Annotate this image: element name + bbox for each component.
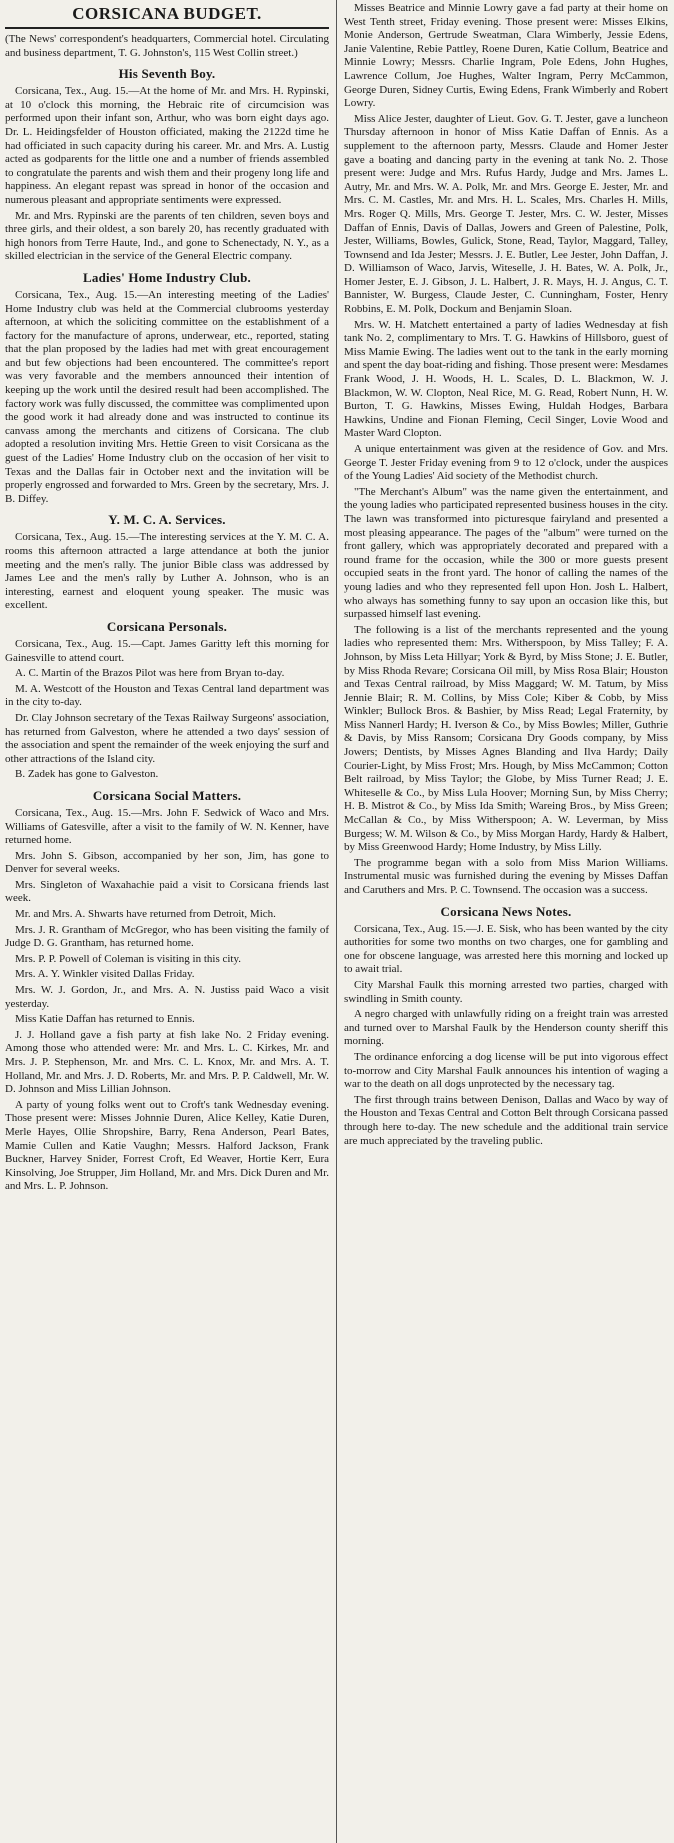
article-paragraph: The programme began with a solo from Miss Marion Williams. Instrumental music was furnished during the evening by Misses Daffan and Caruthers and Mrs. P. C. Townsend. The occasion was a success. bbox=[344, 856, 668, 896]
article-paragraph: Mrs. P. P. Powell of Coleman is visiting in this city. bbox=[15, 952, 242, 965]
right-column bbox=[341, 0, 671, 1843]
masthead: CORSICANA BUDGET. bbox=[5, 4, 329, 29]
article-paragraph: J. J. Holland gave a fish party at fish lake No. 2 Friday evening. Among those who attended were: Mr. and Mrs. L. C. Kirkes, Mr. and Mrs. J. P. Stephenson, Mr. and Mrs. C. L. Knox, Mr. and Mrs. A. T. Holland, Mr. and Mrs. J. D. Roberts, Mr. and Mrs. P. P. Caldwell, Mr. W. D. Johnson and Miss Lillian Johnson. bbox=[5, 1028, 329, 1096]
article-paragraph: Corsicana, Tex., Aug. 15.—At the home of Mr. and Mrs. H. Rypinski, at 10 o'clock this morning, the Hebraic rite of circumcision was performed upon their infant son, Arthur, who was born eight days ago. Dr. L. Heidingsfelder of Houston officiated, making the 2122d time he had officiated in such capacity during his career. Mr. and Mrs. A. Lustig acted as godparents for the little one and a number of friends assembled to congratulate the parents and wish them and their progeny long life and happiness. An elegant repast was spread in honor of the occasion and numerous pleasant and appropriate sentiments were expressed. bbox=[5, 85, 329, 206]
article-paragraph: A. C. Martin of the Brazos Pilot was here from Bryan to-day. bbox=[15, 667, 285, 680]
article-heading: His Seventh Boy. bbox=[118, 66, 216, 82]
article-paragraph: Mrs. W. H. Matchett entertained a party of ladies Wednesday at fish tank No. 2, complimentary to Mrs. T. G. Hawkins of Hillsboro, guest of Miss Mamie Ewing. The ladies went out to the tank in the early morning and spent the day boat-riding and fishing. Those present were: Mesdames Frank Wood, J. H. Woods, H. L. Scales, D. L. Blackmon, W. J. Blackmon, W. W. Clopton, Neal Rice, M. G. Read, Robert Nunn, H. W. Burton, T. G. Hawkins, Misses Ewing, Huldah Hodges, Barbara Hawkins, Undine and Fionan Fleming, Cecil Singer, Lovie Wood and Master Ward Clopton. bbox=[344, 318, 668, 440]
article-paragraph: A party of young folks went out to Croft's tank Wednesday evening. Those present were: Misses Johnnie Duren, Alice Kelley, Katie Duren, Merle Hayes, Ollie Shropshire, Barry, Rena Anderson, Pearl Bates, Mamie Cullen and Katie Vaughn; Messrs. Halford Jackson, Frank Buckner, Harvey Snider, Forrest Croft, Ed Weaver, Hortie Kerr, Eura Kinsolving, Joe Strupper, Jim Holland, Mr. and Mrs. Dick Duren and Mr. and Mrs. L. P. Johnson. bbox=[5, 1098, 329, 1193]
correspondent-notice: (The News' correspondent's headquarters, Commercial hotel. Circulating and business department, T. G. Johnston's, 115 West Collin street.) bbox=[5, 33, 329, 59]
article-paragraph: Miss Alice Jester, daughter of Lieut. Gov. G. T. Jester, gave a luncheon Thursday afternoon in honor of Miss Katie Daffan of Ennis. As a supplement to the afternoon party, Messrs. Claude and Homer Jester gave a boating and dancing party in the evening at tank No. 2. Those present were: Judge and Mrs. Rufus Hardy, Judge and Mrs. James L. Autry, Mr. and Mrs. W. A. Polk, Mr. and Mrs. George E. Jester, Mr. and Mrs. C. M. Castles, Mr. and Mrs. H. L. Scales, Mrs. Charles H. Mills, Mrs. Roger Q. Mills, Mrs. George T. Jester, Mrs. C. W. Jester, Misses Daffan of Ennis, Davis of Dallas, Jowers and Green of Palestine, Polk, Jester, Williams, Bowles, Gulick, Stone, Read, Taylor, Maggard, Talley, Townsend and Ida Jester; Messrs. J. E. Butler, Lee Jester, John Daffan, J. D. Williamson of Waco, Jarvis, Witeselle, J. H. Bates, W. A. Polk, Jr., Homer Jester, E. J. Gibson, J. L. Halbert, J. R. Mays, H. J. Angus, C. T. Bannister, W. Burgess, Claude Jester, C. Cunningham, Foster, Henry Robbins, E. M. Polk, Dockum and Benjamin Sloan. bbox=[344, 112, 668, 316]
article-paragraph: The first through trains between Denison, Dallas and Waco by way of the Houston and Texas Central and Cotton Belt through Corsicana passed through here to-day. The new schedule and the additional train service are much appreciated by the traveling public. bbox=[344, 1093, 668, 1147]
article-heading: Corsicana Social Matters. bbox=[92, 787, 242, 803]
article-paragraph: M. A. Westcott of the Houston and Texas Central land department was in the city to-day. bbox=[5, 682, 329, 709]
article-heading: Corsicana Personals. bbox=[106, 618, 228, 634]
article-paragraph: A unique entertainment was given at the residence of Gov. and Mrs. George T. Jester Friday evening from 9 to 12 o'clock, under the auspices of the Young Ladies' Aid society of the Methodist church. bbox=[344, 443, 668, 483]
article-paragraph: Mrs. W. J. Gordon, Jr., and Mrs. A. N. Justiss paid Waco a visit yesterday. bbox=[5, 984, 329, 1010]
article-paragraph: B. Zadek has gone to Galveston. bbox=[15, 768, 159, 781]
article-heading: Corsicana News Notes. bbox=[440, 903, 572, 919]
article-paragraph: Mrs. J. R. Grantham of McGregor, who has been visiting the family of Judge D. G. Grantham, has returned home. bbox=[5, 923, 329, 950]
article-paragraph: Miss Katie Daffan has returned to Ennis. bbox=[15, 1013, 195, 1026]
article-paragraph: Misses Beatrice and Minnie Lowry gave a fad party at their home on West Tenth street, Friday evening. Those present were: Misses Elkins, Monie Anderson, Gertrude Sweatman, Clara Wimberly, Jessie Edens, Janie Valentine, Rebie Pattley, Roene Duren, Katie Collum, Beatrice and Minnie Lowry; Messrs. Charlie Ingram, Pole Edens, John Hughes, Lawrence Collum, Joe Hughes, Walter Ingram, Perry McCammon, George Duren, Sidney Curtis, Ewing Edens, Frank Wimberly and Robert Lowry. bbox=[344, 2, 668, 110]
article-paragraph: A negro charged with unlawfully riding on a freight train was arrested and turned over to Marshal Faulk by the Henderson county sheriff this morning. bbox=[344, 1008, 668, 1048]
article-paragraph: Mr. and Mrs. A. Shwarts have returned from Detroit, Mich. bbox=[15, 908, 276, 921]
article-paragraph: "The Merchant's Album" was the name given the entertainment, and the young ladies who participated represented business houses in the city. The lawn was transformed into picturesque fairyland and presented a most pleasing appearance. The pages of the "album" were turned on the front gallery, which was appropriately decorated and prepared with a round frame for the occasion, while the 300 or more guests present occupied seats in the front yard. The honor of calling the names of the young ladies and who they represented fell upon Hon. Josh L. Halbert, who always has something funny to say upon an occasion like this, but surpassed himself last evening. bbox=[344, 485, 668, 621]
article-paragraph: Mrs. A. Y. Winkler visited Dallas Friday. bbox=[15, 968, 195, 981]
article-paragraph: Corsicana, Tex., Aug. 15.—J. E. Sisk, who has been wanted by the city authorities for some two months on two charges, one for gambling and one for obscene language, was arrested here this morning and locked up to await trial. bbox=[344, 922, 668, 976]
article-paragraph: City Marshal Faulk this morning arrested two parties, charged with swindling in Smith county. bbox=[344, 978, 668, 1005]
column-rule bbox=[336, 0, 337, 1843]
article-heading: Y. M. C. A. Services. bbox=[108, 512, 226, 528]
article-paragraph: Mrs. John S. Gibson, accompanied by her son, Jim, has gone to Denver for several weeks. bbox=[5, 849, 329, 876]
article-heading: Ladies' Home Industry Club. bbox=[83, 269, 251, 285]
article-paragraph: The ordinance enforcing a dog license will be put into vigorous effect to-morrow and City Marshal Faulk announces his intention of waging a war to the death on all dogs unprotected by the necessary tag. bbox=[344, 1050, 668, 1091]
article-paragraph: The following is a list of the merchants represented and the young ladies who represented them: Mrs. Witherspoon, by Miss Talley; F. A. Johnson, by Miss Leta Hillyar; York & Byrd, by Miss Stone; J. E. Butler, by Miss Rhoda Revare; Corsicana Oil mill, by Miss Rosa Blair; Houston and Texas Central railroad, by Miss Maggard; W. M. Tatum, by Miss Jennie Blair; R. M. Collins, by Miss Cole; Kiber & Cobb, by Miss Winkler; Bullock Bros. & Bashier, by Miss Read; Legal Fraternity, by Miss Nannerl Hardy; H. Iverson & Co., by Miss Bowles; Miller, Guthrie & Davis, by Miss Ransom; Corsicana Dry Goods company, by Miss Jowers; Dentists, by Misses Agnes Blanding and Ilva Hardy; Daily Courier-Light, by Miss Frost; Mrs. Hough, by Miss McCammon; Cotton Belt railroad, by Miss Taylor; the Globe, by Miss Turner Read; J. E. Whiteselle & Co., by Miss Lula Hoover; Morning Sun, by Miss Cherry; H. B. Mistrot & Co., by Miss Ida Smith; Wareing Bros., by Miss Green; McCallan & Co., by Miss Witherspoon; A. W. Leverman, by Miss Burgess; W. M. Wilson & Co., by Miss Morgan Hardy, Hardy & Halbert, by Miss Greenwood Hardy; Home Industry, by Miss Lilly. bbox=[344, 623, 668, 854]
article-paragraph: Mr. and Mrs. Rypinski are the parents of ten children, seven boys and three girls, and their oldest, a son barely 20, has recently graduated with high honors from Terre Haute, Ind., and gone to Schenectady, N. Y., as a skilled electrician in the service of the General Electric company. bbox=[5, 209, 329, 263]
article-paragraph: Mrs. Singleton of Waxahachie paid a visit to Corsicana friends last week. bbox=[5, 878, 329, 905]
article-paragraph: Corsicana, Tex., Aug. 15.—The interesting services at the Y. M. C. A. rooms this afternoon attracted a large attendance at both the junior meeting and the men's rally. The junior Bible class was addressed by James Lee and the men's rally by Luther A. Johnson, who is an interesting, earnest and eloquent young speaker. The music was excellent. bbox=[5, 531, 329, 612]
left-column bbox=[2, 0, 332, 1843]
article-paragraph: Corsicana, Tex., Aug. 15.—Mrs. John F. Sedwick of Waco and Mrs. Williams of Gatesville, after a visit to the family of W. N. Kenner, have returned home. bbox=[5, 806, 329, 847]
article-paragraph: Corsicana, Tex., Aug. 15.—An interesting meeting of the Ladies' Home Industry club was held at the Commercial clubrooms yesterday afternoon, at which the soliciting committee on the establishment of a factory for the manufacture of aprons, underwear, etc., reported, stating that the plan proposed by the ladies had met with great encouragement and but few objections had been encountered. The committee's report was very favorable and the members announced their intention of keeping up the work until the desired result had been accomplished. The factory work was fully discussed, the committee was complimented upon the good work it had already done and was instructed to continue its canvass among the merchants and citizens of Corsicana. The club adopted a resolution inviting Mrs. Hettie Green to visit Corsicana as the guest of the Ladies' Home Industry club on the occasion of her visit to Texas and the Dallas fair in October next and the invitation will be properly engrossed and forwarded to Mrs. Green by the secretary, Mrs. J. B. Diffey. bbox=[5, 288, 329, 505]
article-paragraph: Corsicana, Tex., Aug. 15.—Capt. James Garitty left this morning for Gainesville to attend court. bbox=[5, 637, 329, 664]
article-paragraph: Dr. Clay Johnson secretary of the Texas Railway Surgeons' association, has returned from Galveston, where he attended a two days' session of the association and spent the remainder of the week enjoying the surf and other attractions of the Island city. bbox=[5, 711, 329, 765]
